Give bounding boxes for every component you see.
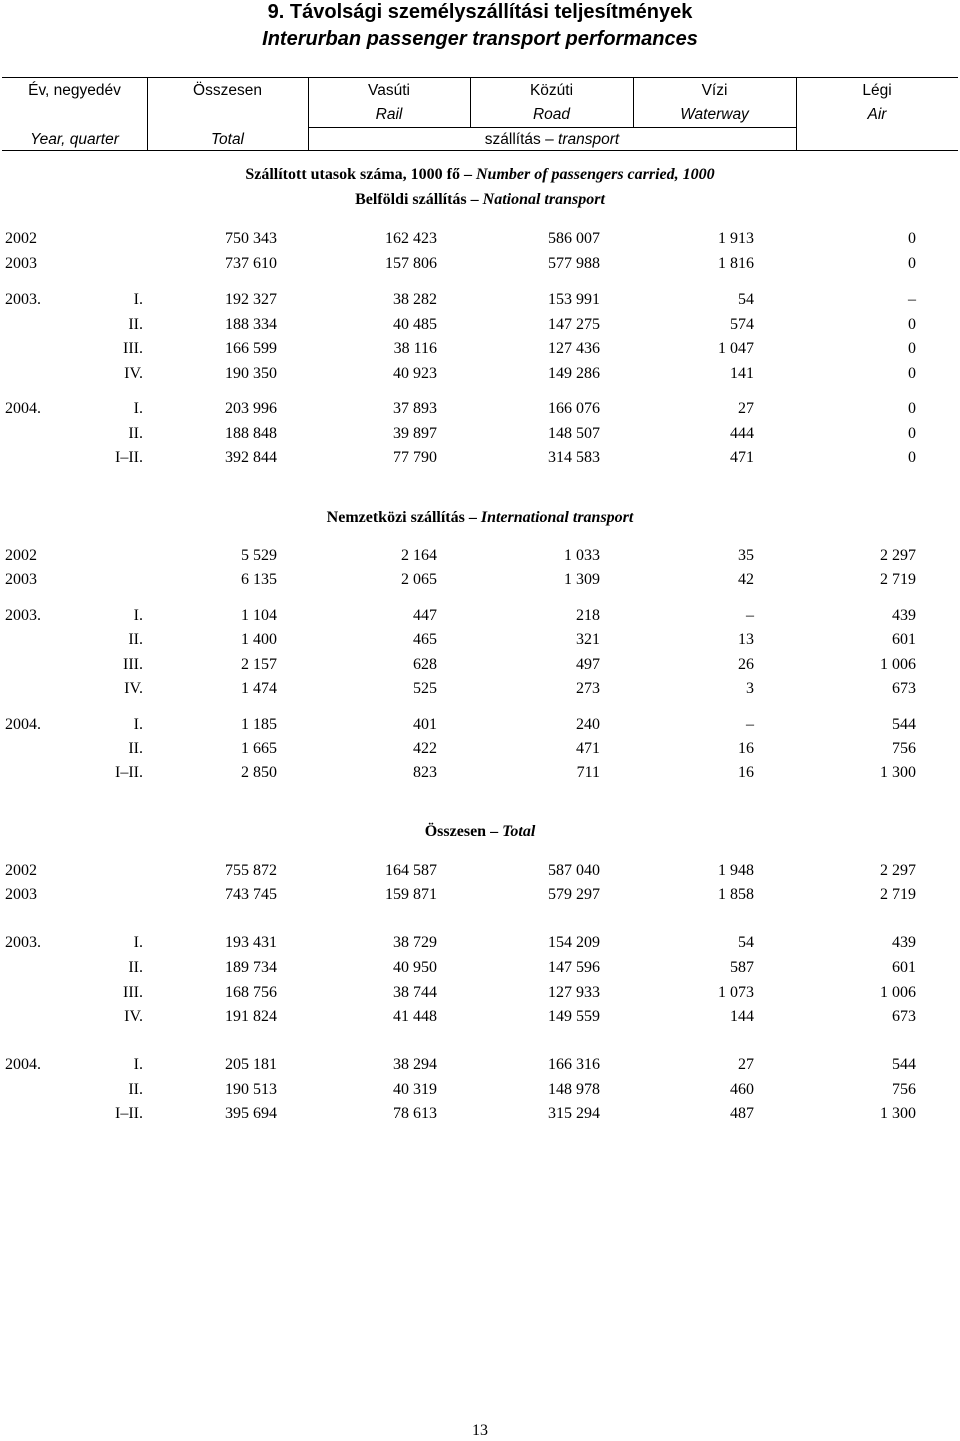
page-number: 13	[472, 1422, 488, 1439]
cell-air: 0	[908, 365, 916, 382]
table-row	[0, 254, 960, 274]
table-row	[0, 1104, 960, 1124]
cell-road: 153 991	[548, 291, 600, 308]
cell-total: 190 513	[225, 1081, 277, 1098]
cell-total: 193 431	[225, 934, 277, 951]
table-row	[0, 1080, 960, 1100]
cell-rail: 422	[413, 740, 437, 757]
cell-waterway: 1 858	[718, 886, 754, 903]
cell-air: 0	[908, 316, 916, 333]
table-row	[0, 606, 960, 626]
cell-rail: 77 790	[393, 449, 437, 466]
table-row	[0, 399, 960, 419]
header-year-en: Year, quarter	[30, 131, 119, 148]
cell-total: 395 694	[225, 1105, 277, 1122]
table-row	[0, 1055, 960, 1075]
table-row	[0, 364, 960, 384]
cell-road: 127 933	[548, 984, 600, 1001]
cell-total: 755 872	[225, 862, 277, 879]
cell-waterway: 35	[738, 547, 754, 564]
cell-total: 191 824	[225, 1008, 277, 1025]
row-quarter: I.	[133, 291, 143, 308]
row-quarter: I–II.	[115, 449, 143, 466]
cell-waterway: 54	[738, 291, 754, 308]
row-quarter: I.	[133, 716, 143, 733]
table-row	[0, 1007, 960, 1027]
cell-air: 439	[892, 934, 916, 951]
cell-air: 1 006	[880, 984, 916, 1001]
cell-road: 149 286	[548, 365, 600, 382]
row-quarter: II.	[128, 425, 143, 442]
row-year: 2004.	[5, 1056, 41, 1073]
cell-road: 240	[576, 716, 600, 733]
cell-waterway: 54	[738, 934, 754, 951]
row-year: 2004.	[5, 400, 41, 417]
header-total-en: Total	[210, 131, 245, 148]
cell-total: 190 350	[225, 365, 277, 382]
cell-waterway: 26	[738, 656, 754, 673]
header-air-en: Air	[867, 106, 887, 123]
cell-waterway: –	[746, 716, 754, 733]
cell-total: 1 665	[241, 740, 277, 757]
row-year: 2003	[5, 571, 37, 588]
cell-air: 673	[892, 1008, 916, 1025]
cell-waterway: 1 816	[718, 255, 754, 272]
cell-air: 1 006	[880, 656, 916, 673]
cell-road: 577 988	[548, 255, 600, 272]
table-row	[0, 739, 960, 759]
cell-air: 2 719	[880, 886, 916, 903]
cell-air: 2 297	[880, 547, 916, 564]
cell-rail: 157 806	[385, 255, 437, 272]
cell-road: 314 583	[548, 449, 600, 466]
cell-rail: 159 871	[385, 886, 437, 903]
table-title-hu: 9. Távolsági személyszállítási teljesítmények	[267, 1, 693, 23]
cell-waterway: 1 047	[718, 340, 754, 357]
cell-air: 544	[892, 716, 916, 733]
cell-rail: 38 729	[393, 934, 437, 951]
cell-road: 166 316	[548, 1056, 600, 1073]
row-quarter: I.	[133, 400, 143, 417]
row-quarter: III.	[123, 984, 143, 1001]
cell-road: 218	[576, 607, 600, 624]
row-quarter: II.	[128, 631, 143, 648]
cell-road: 166 076	[548, 400, 600, 417]
header-top-rule	[2, 77, 958, 78]
cell-air: 2 719	[880, 571, 916, 588]
cell-total: 1 185	[241, 716, 277, 733]
cell-waterway: 141	[730, 365, 754, 382]
header-total-hu: Összesen	[193, 82, 262, 99]
cell-waterway: 16	[738, 740, 754, 757]
cell-rail: 823	[413, 764, 437, 781]
cell-rail: 78 613	[393, 1105, 437, 1122]
section-heading	[0, 508, 960, 528]
table-row	[0, 315, 960, 335]
cell-waterway: 471	[730, 449, 754, 466]
table-row	[0, 448, 960, 468]
cell-rail: 38 116	[393, 340, 437, 357]
cell-rail: 525	[413, 680, 437, 697]
header-road-en: Road	[532, 106, 571, 123]
cell-waterway: 42	[738, 571, 754, 588]
cell-rail: 38 294	[393, 1056, 437, 1073]
cell-waterway: 16	[738, 764, 754, 781]
cell-air: 0	[908, 449, 916, 466]
row-year: 2003.	[5, 291, 41, 308]
row-quarter: I–II.	[115, 764, 143, 781]
cell-road: 154 209	[548, 934, 600, 951]
measure-heading-en: Number of passengers carried, 1000	[475, 166, 715, 183]
cell-air: 0	[908, 230, 916, 247]
cell-road: 1 033	[564, 547, 600, 564]
cell-air: 0	[908, 400, 916, 417]
section-heading	[0, 822, 960, 842]
cell-road: 711	[576, 764, 600, 781]
table-row	[0, 546, 960, 566]
row-quarter: I.	[133, 934, 143, 951]
cell-rail: 162 423	[385, 230, 437, 247]
cell-total: 168 756	[225, 984, 277, 1001]
row-year: 2003.	[5, 607, 41, 624]
cell-total: 737 610	[225, 255, 277, 272]
row-quarter: IV.	[124, 680, 143, 697]
cell-total: 1 400	[241, 631, 277, 648]
row-quarter: III.	[123, 340, 143, 357]
cell-rail: 40 923	[393, 365, 437, 382]
cell-road: 147 275	[548, 316, 600, 333]
cell-air: 601	[892, 959, 916, 976]
header-waterway-hu: Vízi	[701, 82, 728, 99]
row-quarter: III.	[123, 656, 143, 673]
row-year: 2002	[5, 862, 37, 879]
measure-heading-hu: Szállított utasok száma, 1000 fő –	[245, 166, 472, 183]
cell-rail: 628	[413, 656, 437, 673]
cell-rail: 41 448	[393, 1008, 437, 1025]
row-year: 2004.	[5, 716, 41, 733]
cell-waterway: 1 948	[718, 862, 754, 879]
cell-air: 544	[892, 1056, 916, 1073]
cell-rail: 2 164	[401, 547, 437, 564]
measure-heading	[0, 165, 960, 185]
table-row	[0, 290, 960, 310]
header-year-hu: Év, negyedév	[28, 82, 121, 99]
cell-rail: 39 897	[393, 425, 437, 442]
row-year: 2002	[5, 547, 37, 564]
cell-waterway: 460	[730, 1081, 754, 1098]
table-row	[0, 424, 960, 444]
cell-total: 192 327	[225, 291, 277, 308]
cell-rail: 37 893	[393, 400, 437, 417]
cell-total: 750 343	[225, 230, 277, 247]
cell-total: 188 334	[225, 316, 277, 333]
cell-total: 392 844	[225, 449, 277, 466]
cell-waterway: 13	[738, 631, 754, 648]
mode-divider-rule	[308, 127, 796, 128]
row-quarter: II.	[128, 959, 143, 976]
section-heading	[0, 190, 960, 210]
table-row	[0, 763, 960, 783]
cell-air: 0	[908, 340, 916, 357]
section-heading-en: National transport	[482, 191, 605, 208]
cell-air: 601	[892, 631, 916, 648]
row-quarter: II.	[128, 316, 143, 333]
section-heading-en: Total	[502, 823, 536, 840]
cell-rail: 401	[413, 716, 437, 733]
cell-waterway: 587	[730, 959, 754, 976]
cell-road: 273	[576, 680, 600, 697]
row-year: 2003.	[5, 934, 41, 951]
header-bottom-rule	[2, 150, 958, 151]
cell-road: 149 559	[548, 1008, 600, 1025]
row-quarter: I–II.	[115, 1105, 143, 1122]
table-row	[0, 983, 960, 1003]
table-row	[0, 339, 960, 359]
cell-road: 315 294	[548, 1105, 600, 1122]
cell-total: 6 135	[241, 571, 277, 588]
cell-waterway: 27	[738, 400, 754, 417]
header-rail-hu: Vasúti	[368, 82, 410, 99]
cell-rail: 447	[413, 607, 437, 624]
row-year: 2003	[5, 255, 37, 272]
cell-total: 205 181	[225, 1056, 277, 1073]
section-heading-hu: Belföldi szállítás –	[355, 191, 479, 208]
cell-total: 166 599	[225, 340, 277, 357]
cell-rail: 40 950	[393, 959, 437, 976]
table-row	[0, 229, 960, 249]
cell-total: 2 850	[241, 764, 277, 781]
cell-rail: 38 282	[393, 291, 437, 308]
header-rail-en: Rail	[375, 106, 403, 123]
cell-rail: 2 065	[401, 571, 437, 588]
cell-waterway: 3	[746, 680, 754, 697]
cell-road: 147 596	[548, 959, 600, 976]
cell-rail: 164 587	[385, 862, 437, 879]
cell-road: 471	[576, 740, 600, 757]
cell-rail: 40 319	[393, 1081, 437, 1098]
cell-road: 321	[576, 631, 600, 648]
row-quarter: I.	[133, 1056, 143, 1073]
section-heading-hu: Nemzetközi szállítás –	[326, 509, 477, 526]
cell-total: 203 996	[225, 400, 277, 417]
cell-air: 1 300	[880, 764, 916, 781]
table-row	[0, 861, 960, 881]
table-row	[0, 885, 960, 905]
section-heading-hu: Összesen –	[424, 823, 499, 840]
cell-air: 439	[892, 607, 916, 624]
cell-waterway: 574	[730, 316, 754, 333]
cell-waterway: 444	[730, 425, 754, 442]
cell-rail: 40 485	[393, 316, 437, 333]
cell-total: 188 848	[225, 425, 277, 442]
row-quarter: IV.	[124, 1008, 143, 1025]
cell-total: 743 745	[225, 886, 277, 903]
row-year: 2003	[5, 886, 37, 903]
cell-air: 756	[892, 740, 916, 757]
cell-air: 0	[908, 255, 916, 272]
cell-rail: 38 744	[393, 984, 437, 1001]
cell-road: 148 507	[548, 425, 600, 442]
cell-road: 586 007	[548, 230, 600, 247]
cell-air: 2 297	[880, 862, 916, 879]
cell-waterway: 27	[738, 1056, 754, 1073]
cell-road: 148 978	[548, 1081, 600, 1098]
row-quarter: I.	[133, 607, 143, 624]
table-row	[0, 655, 960, 675]
table-row	[0, 715, 960, 735]
row-quarter: IV.	[124, 365, 143, 382]
cell-waterway: 144	[730, 1008, 754, 1025]
cell-air: –	[908, 291, 916, 308]
header-air-hu: Légi	[862, 82, 892, 99]
cell-waterway: 487	[730, 1105, 754, 1122]
header-transport-en: transport	[558, 131, 620, 148]
table-row	[0, 958, 960, 978]
row-quarter: II.	[128, 740, 143, 757]
header-road-hu: Közúti	[529, 82, 574, 99]
table-row	[0, 933, 960, 953]
row-quarter: II.	[128, 1081, 143, 1098]
section-heading-en: International transport	[480, 509, 634, 526]
cell-total: 1 104	[241, 607, 277, 624]
cell-total: 1 474	[241, 680, 277, 697]
cell-air: 1 300	[880, 1105, 916, 1122]
cell-total: 2 157	[241, 656, 277, 673]
cell-air: 0	[908, 425, 916, 442]
cell-road: 587 040	[548, 862, 600, 879]
cell-air: 673	[892, 680, 916, 697]
cell-total: 189 734	[225, 959, 277, 976]
cell-rail: 465	[413, 631, 437, 648]
header-transport-hu: szállítás –	[484, 131, 554, 148]
cell-road: 127 436	[548, 340, 600, 357]
cell-waterway: –	[746, 607, 754, 624]
header-waterway-en: Waterway	[680, 106, 749, 123]
table-title-en: Interurban passenger transport performances	[262, 28, 698, 50]
cell-waterway: 1 073	[718, 984, 754, 1001]
table-row	[0, 570, 960, 590]
cell-road: 579 297	[548, 886, 600, 903]
cell-total: 5 529	[241, 547, 277, 564]
cell-waterway: 1 913	[718, 230, 754, 247]
cell-road: 497	[576, 656, 600, 673]
table-row	[0, 630, 960, 650]
table-row	[0, 679, 960, 699]
row-year: 2002	[5, 230, 37, 247]
cell-road: 1 309	[564, 571, 600, 588]
header-transport	[308, 131, 796, 149]
cell-air: 756	[892, 1081, 916, 1098]
